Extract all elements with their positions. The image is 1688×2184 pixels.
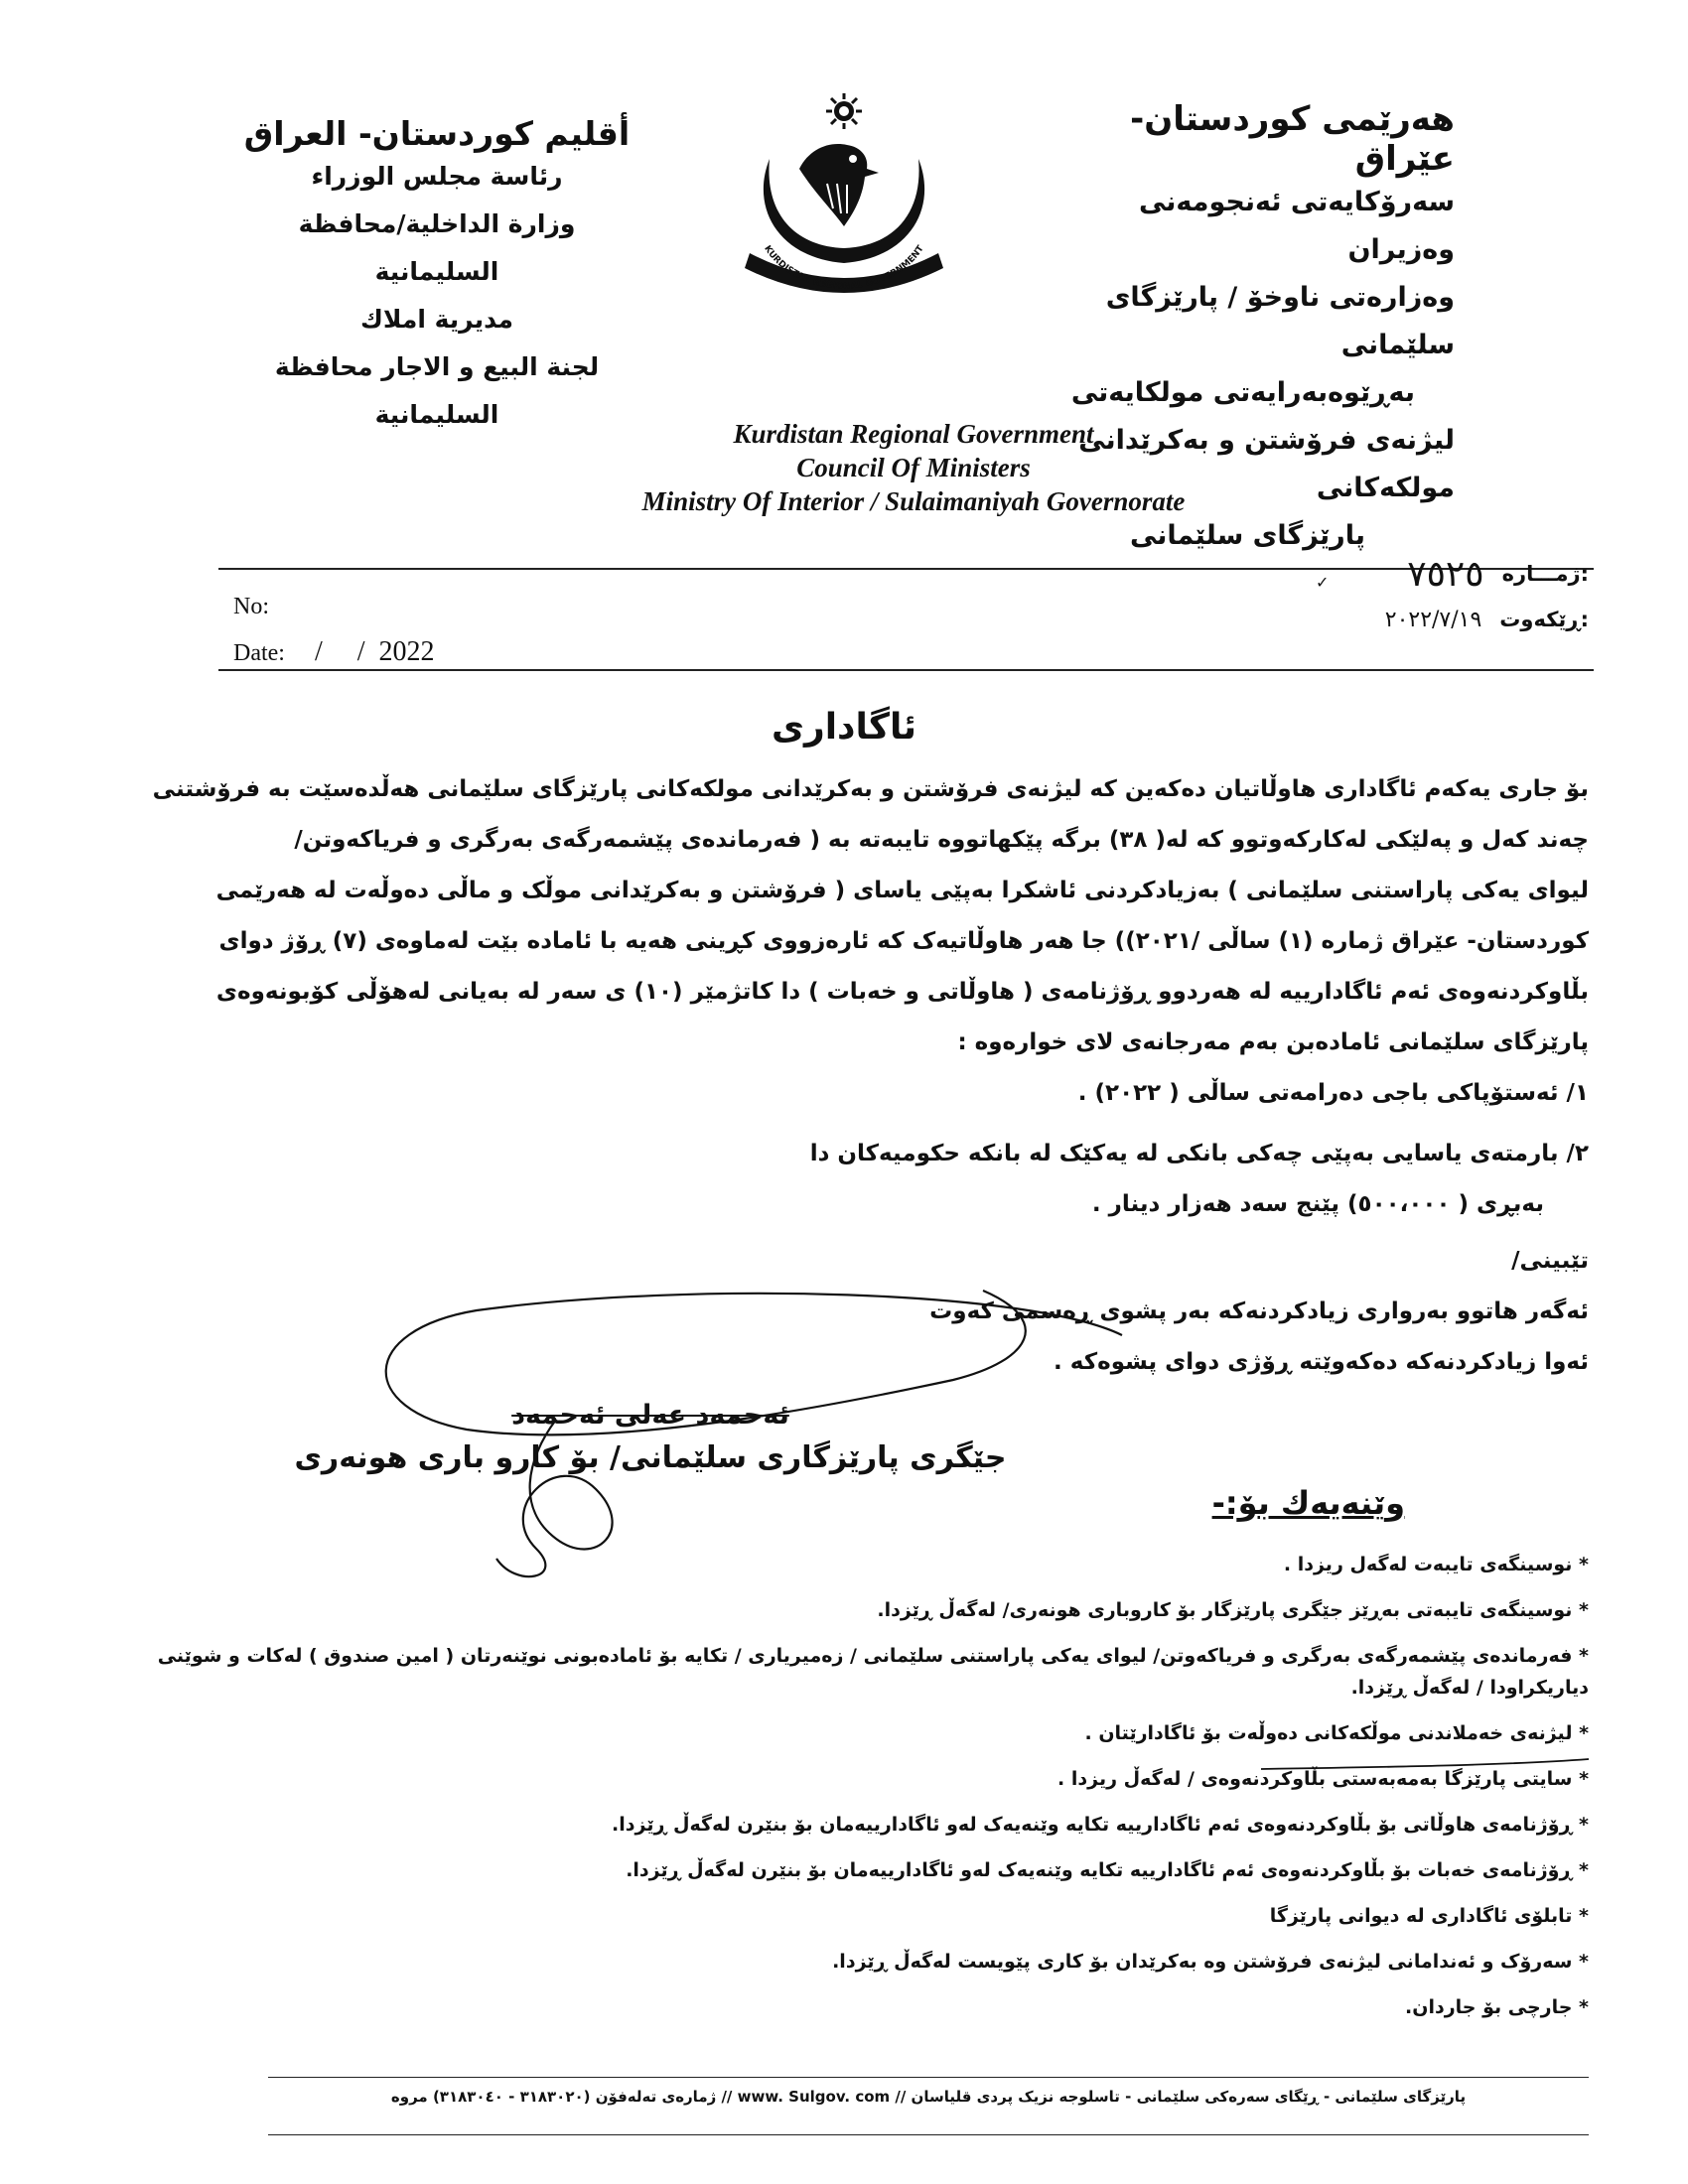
- number-label: No:: [233, 594, 269, 619]
- note-line: ئەوا زیادکردنەکە دەکەوێتە ڕۆژی دوای پشوەکە .: [1054, 1349, 1589, 1375]
- body-line: کوردستان- عێراق ژمارە (١) ساڵی /٢٠٢١)) جا هەر هاوڵاتیەک کە ئارەزووی کڕینی هەیە با ئامادە بێت لەماوەی (٧) ڕۆژ دوای: [218, 928, 1589, 954]
- copy-item: * ڕۆژنامەی هاوڵاتی بۆ بڵاوکردنەوەی ئەم ئاگادارییە تکایە وێنەیەک لەو ئاگادارییەمان بۆ بنێرن لەگەڵ ڕێزدا.: [612, 1814, 1589, 1836]
- body-line: پارێزگای سلێمانی ئامادەبن بەم مەرجانەی لای خوارەوە :: [957, 1029, 1589, 1055]
- header-english-line: Council Of Ministers: [796, 453, 1031, 482]
- meta-english: [233, 584, 435, 676]
- copy-item: * سایتی پارێزگا بەمەبەستی بڵاوکردنەوەی / لەگەڵ ریزدا .: [1057, 1768, 1589, 1790]
- header-kurdish-line: بەڕێوەبەرایەتی مولکایەتی: [1070, 377, 1415, 408]
- number-value: ٧٥٢٥: [1407, 553, 1484, 595]
- header-arabic-title: أقليم كوردستان- العراق: [243, 114, 631, 153]
- header-arabic-line: مديرية املاك: [359, 305, 514, 334]
- header-arabic: [243, 114, 631, 439]
- copies-title: وێنەیەك بۆ:-: [1211, 1484, 1405, 1522]
- date-value: / / 2022: [314, 636, 435, 667]
- copy-item: * لیژنەی خەملاندنی موڵکەکانی دەوڵەت بۆ ئاگادارێتان .: [1084, 1722, 1589, 1744]
- condition-item-2: ٢/ بارمتەی یاسایی بەپێی چەکی بانکی لە یەکێک لە بانکە حکومیەکان دا: [809, 1141, 1589, 1166]
- date-value-ku: ٢٠٢٢/٧/١٩: [1384, 607, 1482, 632]
- date-label: Date:: [233, 640, 285, 666]
- note-label: تێبینی/: [1511, 1248, 1589, 1274]
- condition-item-1: ١/ ئەستۆپاکی باجی دەرامەتی ساڵی ( ٢٠٢٢) .: [1077, 1080, 1589, 1106]
- header-english-line: Kurdistan Regional Government: [733, 419, 1094, 449]
- header-english: [556, 417, 1271, 518]
- copy-item: * جارچی بۆ جاردان.: [1405, 1996, 1589, 2018]
- footer-divider-bottom: [268, 2134, 1589, 2135]
- note-line: ئەگەر هاتوو بەرواری زیادکردنەکە بەر پشوی ڕەسمی کەوت: [929, 1298, 1589, 1324]
- copy-item: * تابلۆی ئاگاداری لە دیوانی پارێزگا: [1269, 1905, 1589, 1927]
- signature-block: [293, 1400, 1008, 1475]
- copy-item: * نوسینگەی تایبەتی بەڕێز جێگری پارێزگار بۆ کاروباری هونەری/ لەگەڵ ڕێزدا.: [877, 1599, 1589, 1621]
- body-line: بڵاوکردنەوەی ئەم ئاگادارییە لە هەردوو ڕۆژنامەی ( هاوڵاتی و خەبات ) دا کاتژمێر (١٠) ی سەر لە بەیانی لەهۆڵی کۆبونەوەی: [215, 979, 1589, 1005]
- emblem-caption: KURDISTAN REGIONAL GOVERNMENT: [762, 243, 926, 292]
- header-arabic-line: رئاسة مجلس الوزراء: [311, 162, 563, 191]
- condition-item-2-amount: بەبڕی ( ٥٠٠،٠٠٠) پێنج سەد هەزار دینار .: [1091, 1191, 1544, 1217]
- body-line: چەند کەل و پەلێکی لەکارکەوتوو کە لە( ٣٨) برگە پێکهاتووە تایبەتە بە ( فەرماندەی پێشمەرگەی بەرگری و فریاکەوتن/: [294, 827, 1589, 853]
- header-english-line: Ministry Of Interior / Sulaimaniyah Governorate: [641, 486, 1186, 516]
- meta-kurdish: [1231, 551, 1589, 642]
- svg-text:✓: ✓: [1316, 573, 1330, 592]
- signatory-name: ئەحمەد عەلی ئەحمەد: [511, 1400, 789, 1431]
- copies-list: [129, 1549, 1589, 2037]
- footer-address: پارێزگای سلێمانی - ڕێگای سەرەکی سلێمانی - تاسلوجە نزیک پردی قلیاسان // www. Sulgov. com // ژمارەی تەلەفۆن (٣١٨٣٠٢٠ - ٣١٨٣٠٤٠) مروە: [390, 2088, 1467, 2106]
- signatory-role: جێگری پارێزگاری سلێمانی/ بۆ کارو باری هونەری: [294, 1440, 1007, 1475]
- body-line: لیوای یەکی پاراستنی سلێمانی ) بەزیادکردنی ئاشکرا بەپێی یاسای ( فرۆشتن و بەکرێدانی موڵک و ماڵی دەوڵەت لە هەرێمی: [215, 878, 1589, 903]
- document-title: ئاگاداری: [771, 707, 917, 748]
- header-arabic-line: لجنة البيع و الاجار محافظة السليمانية: [274, 352, 600, 429]
- body-line: بۆ جاری یەکەم ئاگاداری هاوڵاتیان دەکەین کە لیژنەی فرۆشتن و بەکرێدانی مولکەکانی پارێزگای سلێمانی هەڵدەسێت بە فرۆشتنی: [152, 776, 1589, 802]
- announcement-body: [119, 764, 1589, 1388]
- header-kurdish-line: لیژنەی فرۆشتن و بەکرێدانی مولکەکانی: [1078, 425, 1455, 503]
- header-kurdish-line: پارێزگای سلێمانی: [1129, 520, 1365, 551]
- copy-item: * نوسینگەی تایبەت لەگەل ریزدا .: [1283, 1554, 1589, 1575]
- header-kurdish-line: وەزارەتی ناوخۆ / پارێزگای سلێمانی: [1105, 282, 1455, 360]
- copy-item: * ڕۆژنامەی خەبات بۆ بڵاوکردنەوەی ئەم ئاگادارییە تکایە وێنەیەک لەو ئاگادارییەمان بۆ بنێرن لەگەڵ ڕێزدا.: [626, 1859, 1589, 1881]
- copy-item: * فەرماندەی پێشمەرگەی بەرگری و فریاکەوتن/ لیوای یەکی پاراستنی سلێمانی / زەمیریاری / تکایە بۆ ئامادەبونی نوێنەرتان ( امین صندوق ) لەکات و شوێنی دیاریکراودا / لەگەڵ ڕێزدا.: [157, 1645, 1589, 1699]
- footer-divider: [268, 2077, 1589, 2078]
- krg-emblem-icon: [730, 89, 958, 313]
- header-kurdish-line: سەرۆکایەتی ئەنجومەنی وەزیران: [1138, 187, 1455, 265]
- number-label-ku: ژمـــارە:: [1501, 562, 1589, 586]
- header-kurdish-title: هەرێمی کوردستان- عێراق: [1130, 99, 1455, 179]
- date-label-ku: ڕێکەوت:: [1499, 608, 1589, 631]
- copy-item: * سەرۆک و ئەندامانی لیژنەی فرۆشتن وە بەکرێدان بۆ کاری پێویست لەگەڵ ڕێزدا.: [832, 1951, 1589, 1973]
- header-arabic-line: وزارة الداخلية/محافظة السليمانية: [298, 209, 576, 286]
